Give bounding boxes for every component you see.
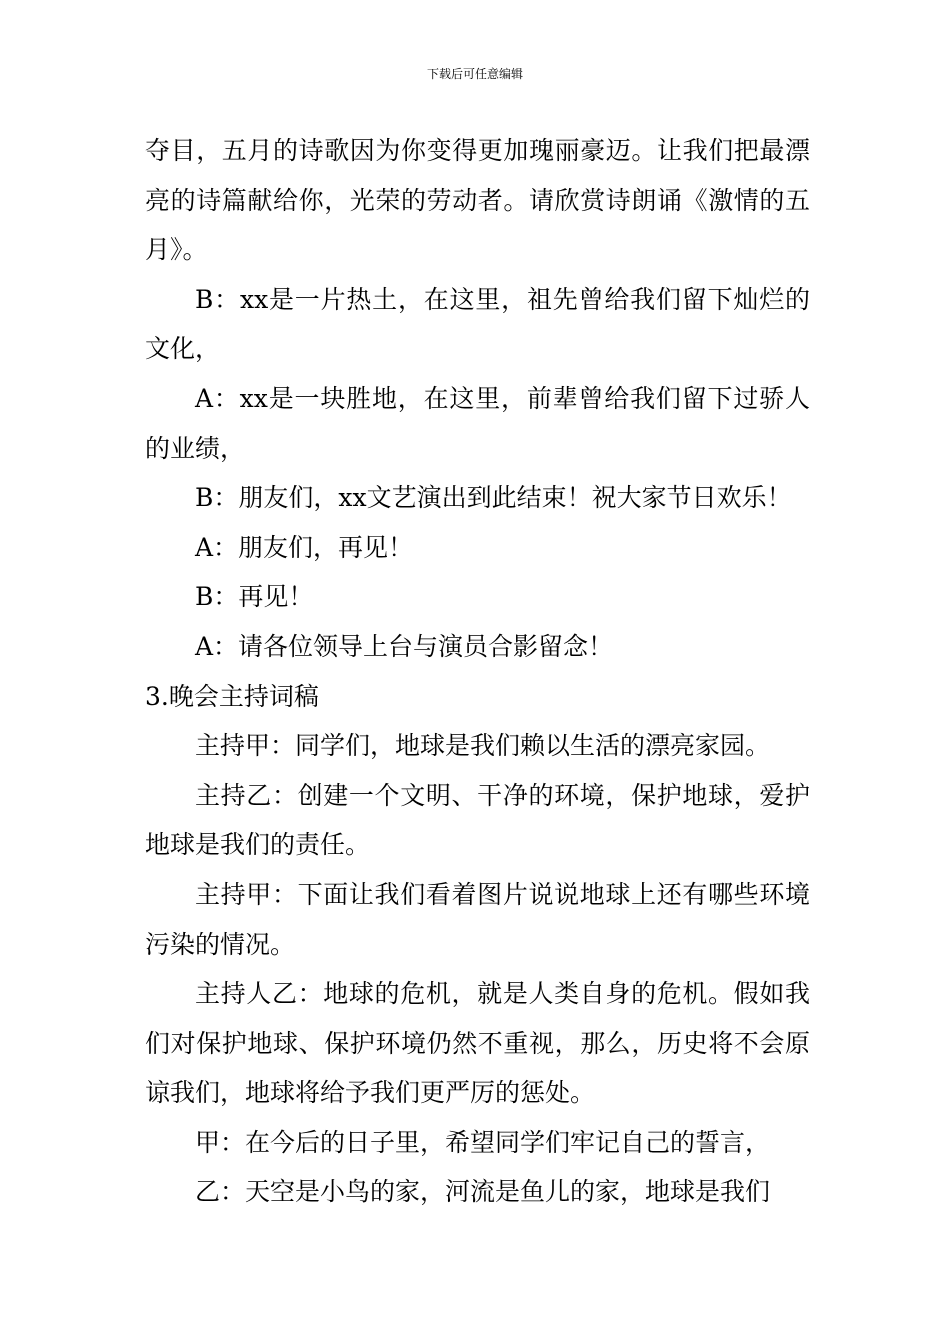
paragraph: 甲：在今后的日子里，希望同学们牢记自己的誓言， [195,1127,771,1157]
page-header: 下载后可任意编辑 [426,67,523,81]
section-heading: 3.晚会主持词稿 [145,681,319,711]
paragraph: A：朋友们，再见！ [195,532,414,562]
paragraph: 乙：天空是小鸟的家，河流是鱼儿的家，地球是我们 [195,1177,771,1207]
paragraph: B：再见！ [195,582,314,612]
paragraph: B：朋友们，xx文艺演出到此结束！祝大家节日欢乐！ [195,483,792,513]
paragraph: B：xx是一片热土，在这里，祖先曾给我们留下灿烂的文化， [145,284,810,364]
paragraph: 主持人乙：地球的危机，就是人类自身的危机。假如我们对保护地球、保护环境仍然不重视，那么，历史将不会原谅我们，地球将给予我们更严厉的惩处。 [145,979,810,1108]
paragraph: A：xx是一块胜地，在这里，前辈曾给我们留下过骄人的业绩， [145,383,810,463]
paragraph: 主持甲：同学们，地球是我们赖以生活的漂亮家园。 [195,731,771,761]
paragraph: 夺目，五月的诗歌因为你变得更加瑰丽豪迈。让我们把最漂亮的诗篇献给你，光荣的劳动者。请欣赏诗朗诵《激情的五月》。 [145,136,810,265]
paragraph: A：请各位领导上台与演员合影留念！ [195,631,614,661]
paragraph: 主持乙：创建一个文明、干净的环境，保护地球，爱护地球是我们的责任。 [145,780,810,860]
paragraph: 主持甲：下面让我们看着图片说说地球上还有哪些环境污染的情况。 [145,879,810,959]
document-body [145,126,810,1217]
